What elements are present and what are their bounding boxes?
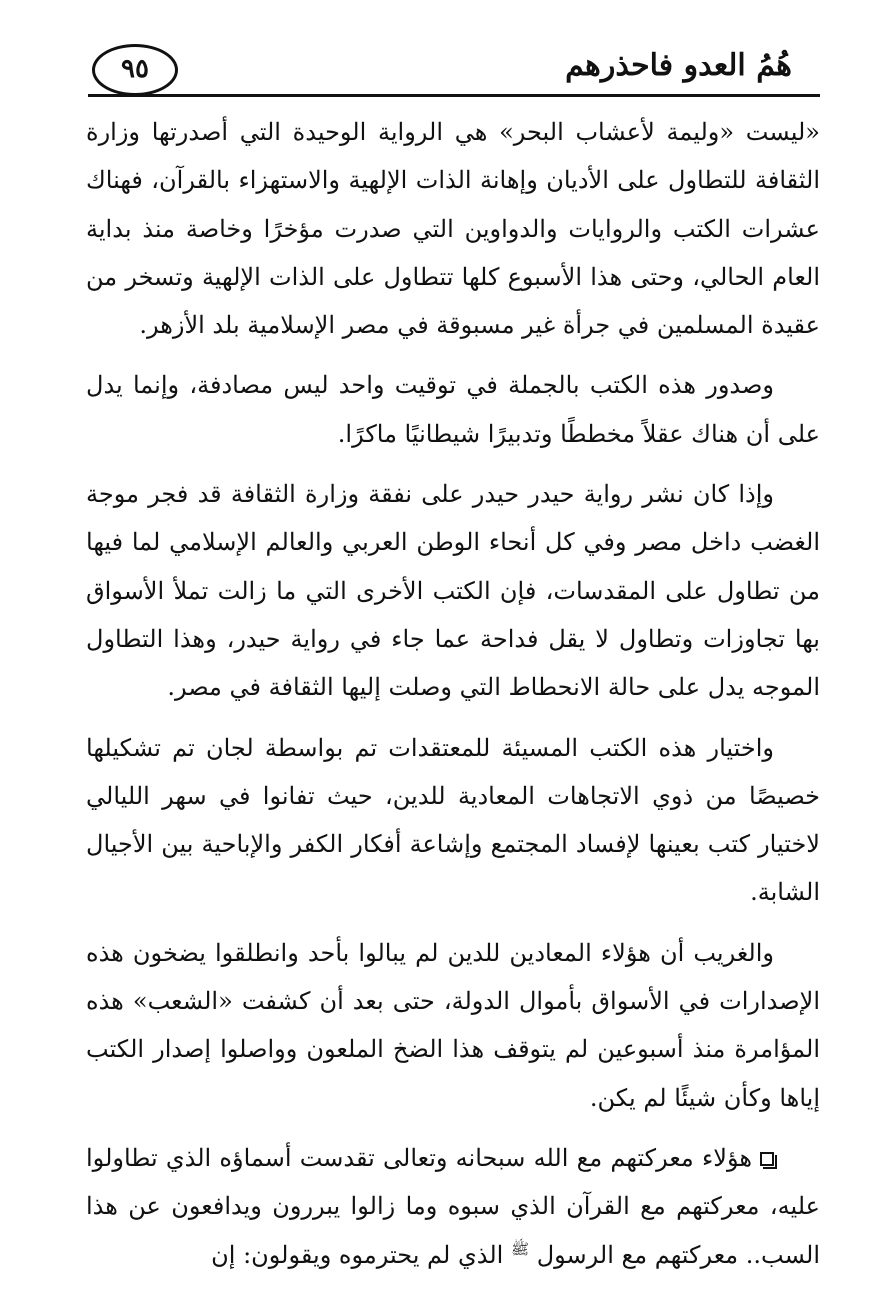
paragraph-4: واختيار هذه الكتب المسيئة للمعتقدات تم بواسطة لجان تم تشكيلها خصيصًا من ذوي الاتجاهات المعادية للدين، حيث تفانوا في سهر الليالي لاختيار كتب بعينها لإفساد المجتمع وإشاعة أفكار الكفر والإباحية بين الأجيال الشابة. bbox=[86, 733, 820, 907]
paragraph-6-text-after: الذي لم يحترموه ويقولون: إن bbox=[211, 1240, 504, 1269]
honorific-symbol: ﷺ bbox=[510, 1239, 530, 1258]
header-divider bbox=[88, 94, 820, 97]
page-number-badge bbox=[92, 44, 178, 96]
body-text bbox=[86, 108, 820, 1291]
paragraph-5: والغريب أن هؤلاء المعادين للدين لم يبالوا بأحد وانطلقوا يضخون هذه الإصدارات في الأسواق بأموال الدولة، حتى بعد أن كشفت «الشعب» هذه المؤامرة منذ أسبوعين لم يتوقف هذا الضخ الملعون وواصلوا إصدار الكتب إياها وكأن شيئًا لم يكن. bbox=[86, 938, 820, 1112]
running-header-title: هُمُ العدو فاحذرهم bbox=[565, 48, 792, 83]
page-number: ٩٥ bbox=[121, 54, 149, 84]
paragraph-2: وصدور هذه الكتب بالجملة في توقيت واحد ليس مصادفة، وإنما يدل على أن هناك عقلاً مخططًا وتدبيرًا شيطانيًا ماكرًا. bbox=[86, 371, 820, 448]
paragraph-1: «ليست «وليمة لأعشاب البحر» هي الرواية الوحيدة التي أصدرتها وزارة الثقافة للتطاول على الأديان وإهانة الذات الإلهية والاستهزاء بالقرآن، فهناك عشرات الكتب والروايات والدواوين التي صدرت مؤخرًا وخاصة منذ بداية العام الحالي، وحتى هذا الأسبوع كلها تتطاول على الذات الإلهية وتسخر من عقيدة المسلمين في جرأة غير مسبوقة في مصر الإسلامية بلد الأزهر. bbox=[86, 118, 820, 340]
paragraph-6 bbox=[86, 1134, 820, 1279]
checkbox-icon bbox=[760, 1152, 774, 1166]
paragraph-3: وإذا كان نشر رواية حيدر حيدر على نفقة وزارة الثقافة قد فجر موجة الغضب داخل مصر وفي كل أنحاء الوطن العربي والعالم الإسلامي لما فيها من تطاول على المقدسات، فإن الكتب الأخرى التي ما زالت تملأ الأسواق بها تجاوزات وتطاول لا يقل فداحة عما جاء في رواية حيدر، وهذا التطاول الموجه يدل على حالة الانحطاط التي وصلت إليها الثقافة في مصر. bbox=[86, 480, 820, 702]
paragraph-6-text-before: هؤلاء معركتهم مع الله سبحانه وتعالى تقدست أسماؤه الذي تطاولوا عليه، معركتهم مع القرآن الذي سبوه وما زالوا يبررون ويدافعون عن هذا السب.. معركتهم مع الرسول bbox=[86, 1143, 821, 1269]
